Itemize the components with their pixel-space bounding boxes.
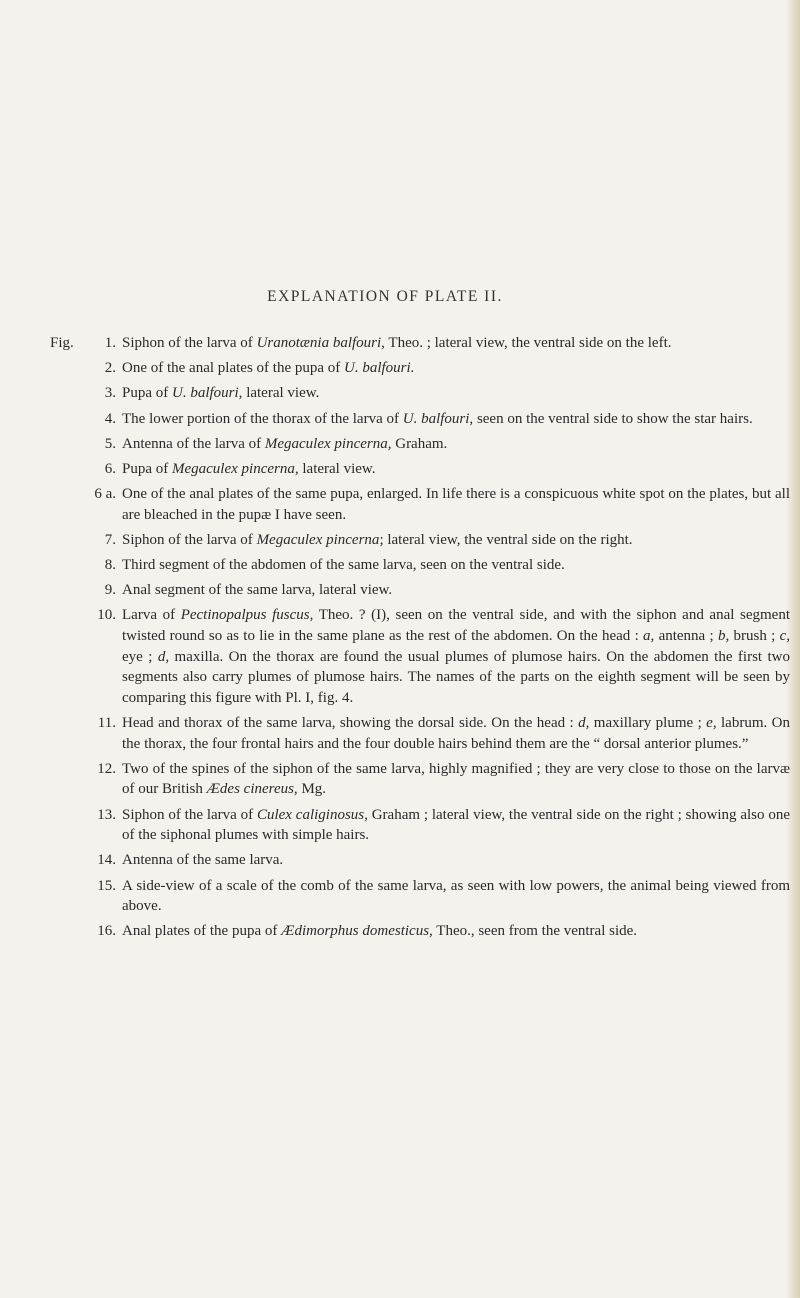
figure-number: 3. bbox=[104, 385, 116, 402]
figure-entry bbox=[50, 850, 790, 871]
figure-number: 14. bbox=[97, 852, 116, 869]
figure-entry bbox=[50, 530, 790, 551]
figure-description: Antenna of the larva of Megaculex pincerna, Graham. bbox=[122, 435, 448, 452]
fig-prefix: Fig. bbox=[50, 335, 74, 351]
figure-entry bbox=[50, 555, 790, 576]
figure-description: Pupa of U. balfouri, lateral view. bbox=[122, 385, 320, 402]
plate-title: EXPLANATION OF PLATE II. bbox=[267, 288, 503, 305]
figure-entry bbox=[50, 580, 790, 601]
figure-description: Anal plates of the pupa of Ædimorphus domesticus, Theo., seen from the ventral side. bbox=[122, 923, 638, 940]
figure-description: Siphon of the larva of Uranotænia balfouri, Theo. ; lateral view, the ventral side on the left. bbox=[122, 335, 672, 351]
figure-description: Pupa of Megaculex pincerna, lateral view. bbox=[122, 460, 376, 477]
figure-entry bbox=[50, 605, 790, 708]
figure-explanation-list bbox=[50, 333, 790, 947]
figure-description: Larva of Pectinopalpus fuscus, Theo. ? (I), seen on the ventral side, and with the siphon and anal segment twisted round so as to lie in the same plane as the rest of the abdomen. On the head : a, antenna ; b, brush ; c, eye ; d, maxilla. On the thorax are found the usual plumes of plumose hairs. On the abdomen the first two segments also carry plumes of plumose hairs. The names of the parts on the eighth segment will be seen by comparing this figure with Pl. I, fig. 4. bbox=[122, 607, 791, 706]
figure-entry bbox=[50, 713, 790, 754]
figure-number: 5. bbox=[104, 435, 116, 452]
figure-entry bbox=[50, 921, 790, 942]
figure-number: 10. bbox=[97, 607, 116, 624]
figure-number: 1. bbox=[104, 335, 116, 351]
figure-description: Siphon of the larva of Megaculex pincerna; lateral view, the ventral side on the right. bbox=[122, 531, 633, 548]
figure-number: 11. bbox=[97, 715, 116, 732]
figure-number: 6 a. bbox=[94, 486, 116, 503]
figure-entry bbox=[50, 434, 790, 455]
figure-number: 13. bbox=[97, 806, 116, 823]
figure-description: Head and thorax of the same larva, showing the dorsal side. On the head : d, maxillary plume ; e, labrum. On the thorax, the four frontal hairs and the four double hairs behind them are the “ dorsal anterior plumes.” bbox=[122, 715, 790, 752]
figure-entry bbox=[50, 759, 790, 800]
figure-number: 2. bbox=[104, 360, 116, 377]
figure-description: One of the anal plates of the same pupa, enlarged. In life there is a conspicuous white spot on the plates, but all are bleached in the pupæ I have seen. bbox=[122, 486, 790, 523]
figure-description: A side-view of a scale of the comb of the same larva, as seen with low powers, the animal being viewed from above. bbox=[122, 877, 790, 915]
figure-description: Antenna of the same larva. bbox=[122, 852, 284, 869]
figure-description: Two of the spines of the siphon of the same larva, highly magnified ; they are very close to those on the larvæ of our British Ædes cinereus, Mg. bbox=[122, 760, 790, 798]
figure-entry bbox=[50, 876, 790, 917]
figure-description: One of the anal plates of the pupa of U. balfouri. bbox=[122, 360, 415, 377]
figure-description: Anal segment of the same larva, lateral view. bbox=[122, 582, 393, 599]
figure-number: 12. bbox=[97, 760, 116, 777]
figure-number: 15. bbox=[97, 877, 116, 894]
figure-description: Siphon of the larva of Culex caliginosus, Graham ; lateral view, the ventral side on the right ; showing also one of the siphonal plumes with simple hairs. bbox=[122, 806, 790, 844]
figure-entry bbox=[50, 805, 790, 846]
figure-number: 7. bbox=[104, 531, 116, 548]
figure-number: 6. bbox=[104, 460, 116, 477]
figure-entry bbox=[50, 459, 790, 480]
figure-number: 9. bbox=[104, 582, 116, 599]
figure-number: 4. bbox=[104, 410, 116, 427]
figure-description: The lower portion of the thorax of the larva of U. balfouri, seen on the ventral side to show the star hairs. bbox=[122, 410, 753, 427]
figure-entry bbox=[50, 383, 790, 404]
figure-entry bbox=[50, 409, 790, 430]
figure-entry bbox=[50, 333, 790, 354]
figure-number: 16. bbox=[97, 923, 116, 940]
figure-number: 8. bbox=[104, 557, 116, 574]
figure-entry bbox=[50, 484, 790, 525]
figure-entry bbox=[50, 358, 790, 379]
figure-description: Third segment of the abdomen of the same larva, seen on the ventral side. bbox=[122, 557, 565, 574]
